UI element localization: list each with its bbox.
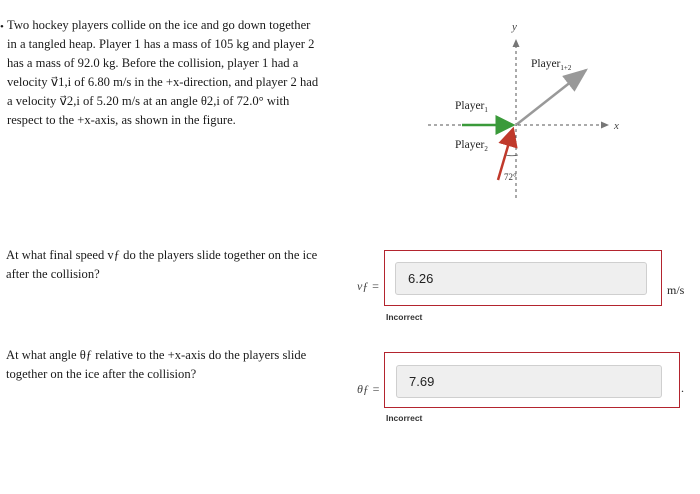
question-final-speed: At what final speed vƒ do the players slide together on the ice after the collision? xyxy=(6,248,318,281)
speed-unit: m/s xyxy=(667,283,685,297)
problem-line: velocity v⃗1,i of 6.80 m/s in the +x-direction, and player 2 had xyxy=(7,75,319,89)
combined-velocity-arrow xyxy=(516,70,586,125)
problem-line: in a tangled heap. Player 1 has a mass of 105 kg and player 2 xyxy=(7,37,315,51)
x-axis-label: x xyxy=(614,120,619,132)
player12-label: Player$_{1+2}$ xyxy=(531,58,572,72)
speed-answer-input[interactable]: 6.26 xyxy=(395,262,647,295)
problem-statement xyxy=(0,16,337,130)
angle-unit: . xyxy=(681,381,684,395)
problem-line: a velocity v⃗2,i of 5.20 m/s at an angle θ2,i of 72.0° with xyxy=(7,94,290,108)
angle-label: 72° xyxy=(504,172,517,182)
problem-line: respect to the +x-axis, as shown in the figure. xyxy=(7,113,236,127)
collision-figure xyxy=(420,8,630,208)
speed-variable-label: vƒ = xyxy=(357,279,380,293)
problem-line: has a mass of 92.0 kg. Before the collision, player 1 had a xyxy=(7,56,299,70)
angle-variable-label: θƒ = xyxy=(357,382,380,396)
bullet: • xyxy=(0,21,4,33)
angle-answer-input[interactable]: 7.69 xyxy=(396,365,662,398)
player1-label: Player$_1$ xyxy=(455,100,488,114)
y-axis-label: y xyxy=(512,21,517,33)
angle-arc xyxy=(506,155,518,156)
problem-line: Two hockey players collide on the ice and go down together xyxy=(7,18,311,32)
player2-label: Player$_2$ xyxy=(455,139,488,153)
angle-status-badge: Incorrect xyxy=(386,413,423,423)
question-final-angle: At what angle θƒ relative to the +x-axis do the players slide together on the ice after the collision? xyxy=(6,348,307,381)
speed-status-badge: Incorrect xyxy=(386,312,423,322)
